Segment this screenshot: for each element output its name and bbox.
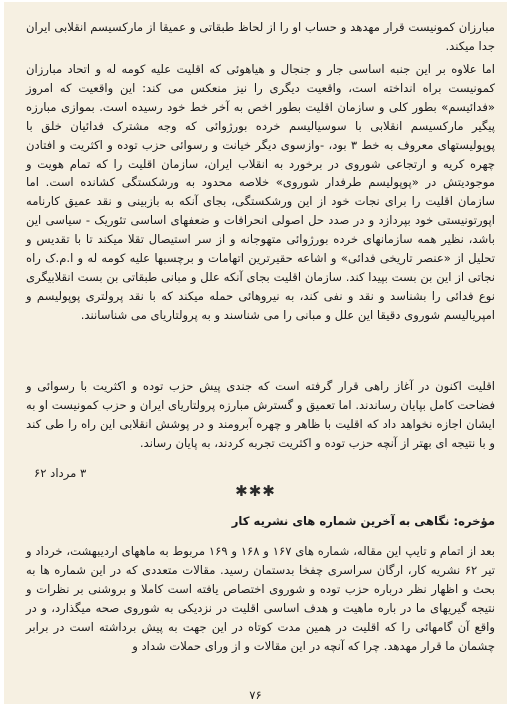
section-title: مؤخره: نگاهی به آخرین شماره های نشریه کار [231, 514, 495, 528]
paragraph-3: اقلیت اکنون در آغاز راهی قرار گرفته است که جندی پیش حزب توده و اکثریت با رسوائی و فضاحت کامل بپایان رساندند. اما تعمیق و گسترش مبارزه پرولتاریای ایران و حزب کمونیست او به ایشان اجازه نخواهد داد که اقلیت با ظاهر و چهره آبرومند و در پوشش انقلابی این راه را طی کند و با نتیجه ای بهتر از آنچه حزب توده و اکثریت تجربه کردند، به پایان رساند. [26, 379, 495, 450]
document-page [4, 2, 507, 704]
page-number: ۷۶ [249, 688, 262, 702]
paragraph-2: اما علاوه بر این جنبه اساسی جار و جنجال و هیاهوئی که اقلیت علیه کومه له و اتحاد مبارزان کمونیست براه انداخته است، واقعیت دیگری را نیز منعکس می کند: این واقعیت که امروز «فدائیسم» بطور کلی و سازمان اقلیت بطور اخص به آخر خط خود رسیده است. بموازی مبارزه پیگیر مارکسیسم انقلابی با سوسیالیسم خرده بورژوائی که وجه مشترک فدائیان خلق با پوپولیستهای معروف به خط ۳ بود، -وازسوی دیگر خیانت و رسوائی حزب توده و اکثریت و افتادن چهره کریه و ارتجاعی شوروی در برخورد به انقلاب ایران، سازمان اقلیت را که تمام هویت و موجودیتش در «پوپولیسم طرفدار شوروی» خلاصه محدود به ورشکستگی کشانده است. اما سازمان اقلیت را برای نجات خود از این ورشکستگی، بجای آنکه به بازبینی و نقد عمیق کارنامه اپورتونیستی خود بپردازد و در صدد حل اصولی انحرافات و ضعفهای اساسی تئوریک - سیاسی این باشد، نظیر همه سازمانهای خرده بورژوائی متهوجانه و از سر استیصال تقلا میکند تا با تقدیس و تحلیل از «عنصر تاریخی فدائی» و اشاعه حقیرترین اتهامات و برچسبها علیه کومه له و ا.م.ک راه نجاتی از این بن بست بپیدا کند. سازمان اقلیت بجای آنکه علل و مبانی طبقاتی بن بست انقلابیگری نوع فدائی را بشناسد و نقد و نفی کند، به نیروهائی حمله میکند که با نقد پرولتری پوپولیسم و امپریالیسم شوروی دقیقا این علل و مبانی را می شناسند و به پرولتاریای می شناسانند. [26, 62, 495, 322]
article-date: ۳ مرداد ۶۲ [34, 466, 87, 480]
section-separator: ✱✱✱ [235, 482, 276, 500]
paragraph-1: مبارزان کمونیست قرار مهدهد و حساب او را از لحاظ طبقاتی و عمیقا از مارکسیسم انقلابی ایران جدا میکند. [26, 20, 495, 53]
paragraph-4: بعد از اتمام و تایپ این مقاله، شماره های ۱۶۷ و ۱۶۸ و ۱۶۹ مربوط به ماههای اردیبهشت، خرداد و تیر ۶۲ نشریه کار، ارگان سراسری چفخا بدستمان رسید. مقالات متعددی که در این شماره ها به بحث و اظهار نظر درباره حزب توده و شوروی اختصاص یافته است کاملا و بروشنی بر نظرات و نتیجه گیریهای ما در باره ماهیت و هدف اساسی اقلیت در نزدیکی به شوروی صحه میگذارد، و در واقع آن گامهائی را که اقلیت در همین مدت کوتاه در این جهت به پیش برداشته است در برابر چشمان ما قرار مهدهد. چرا که آنچه در این مقالات و از ورای حملات شداد و [26, 544, 495, 653]
